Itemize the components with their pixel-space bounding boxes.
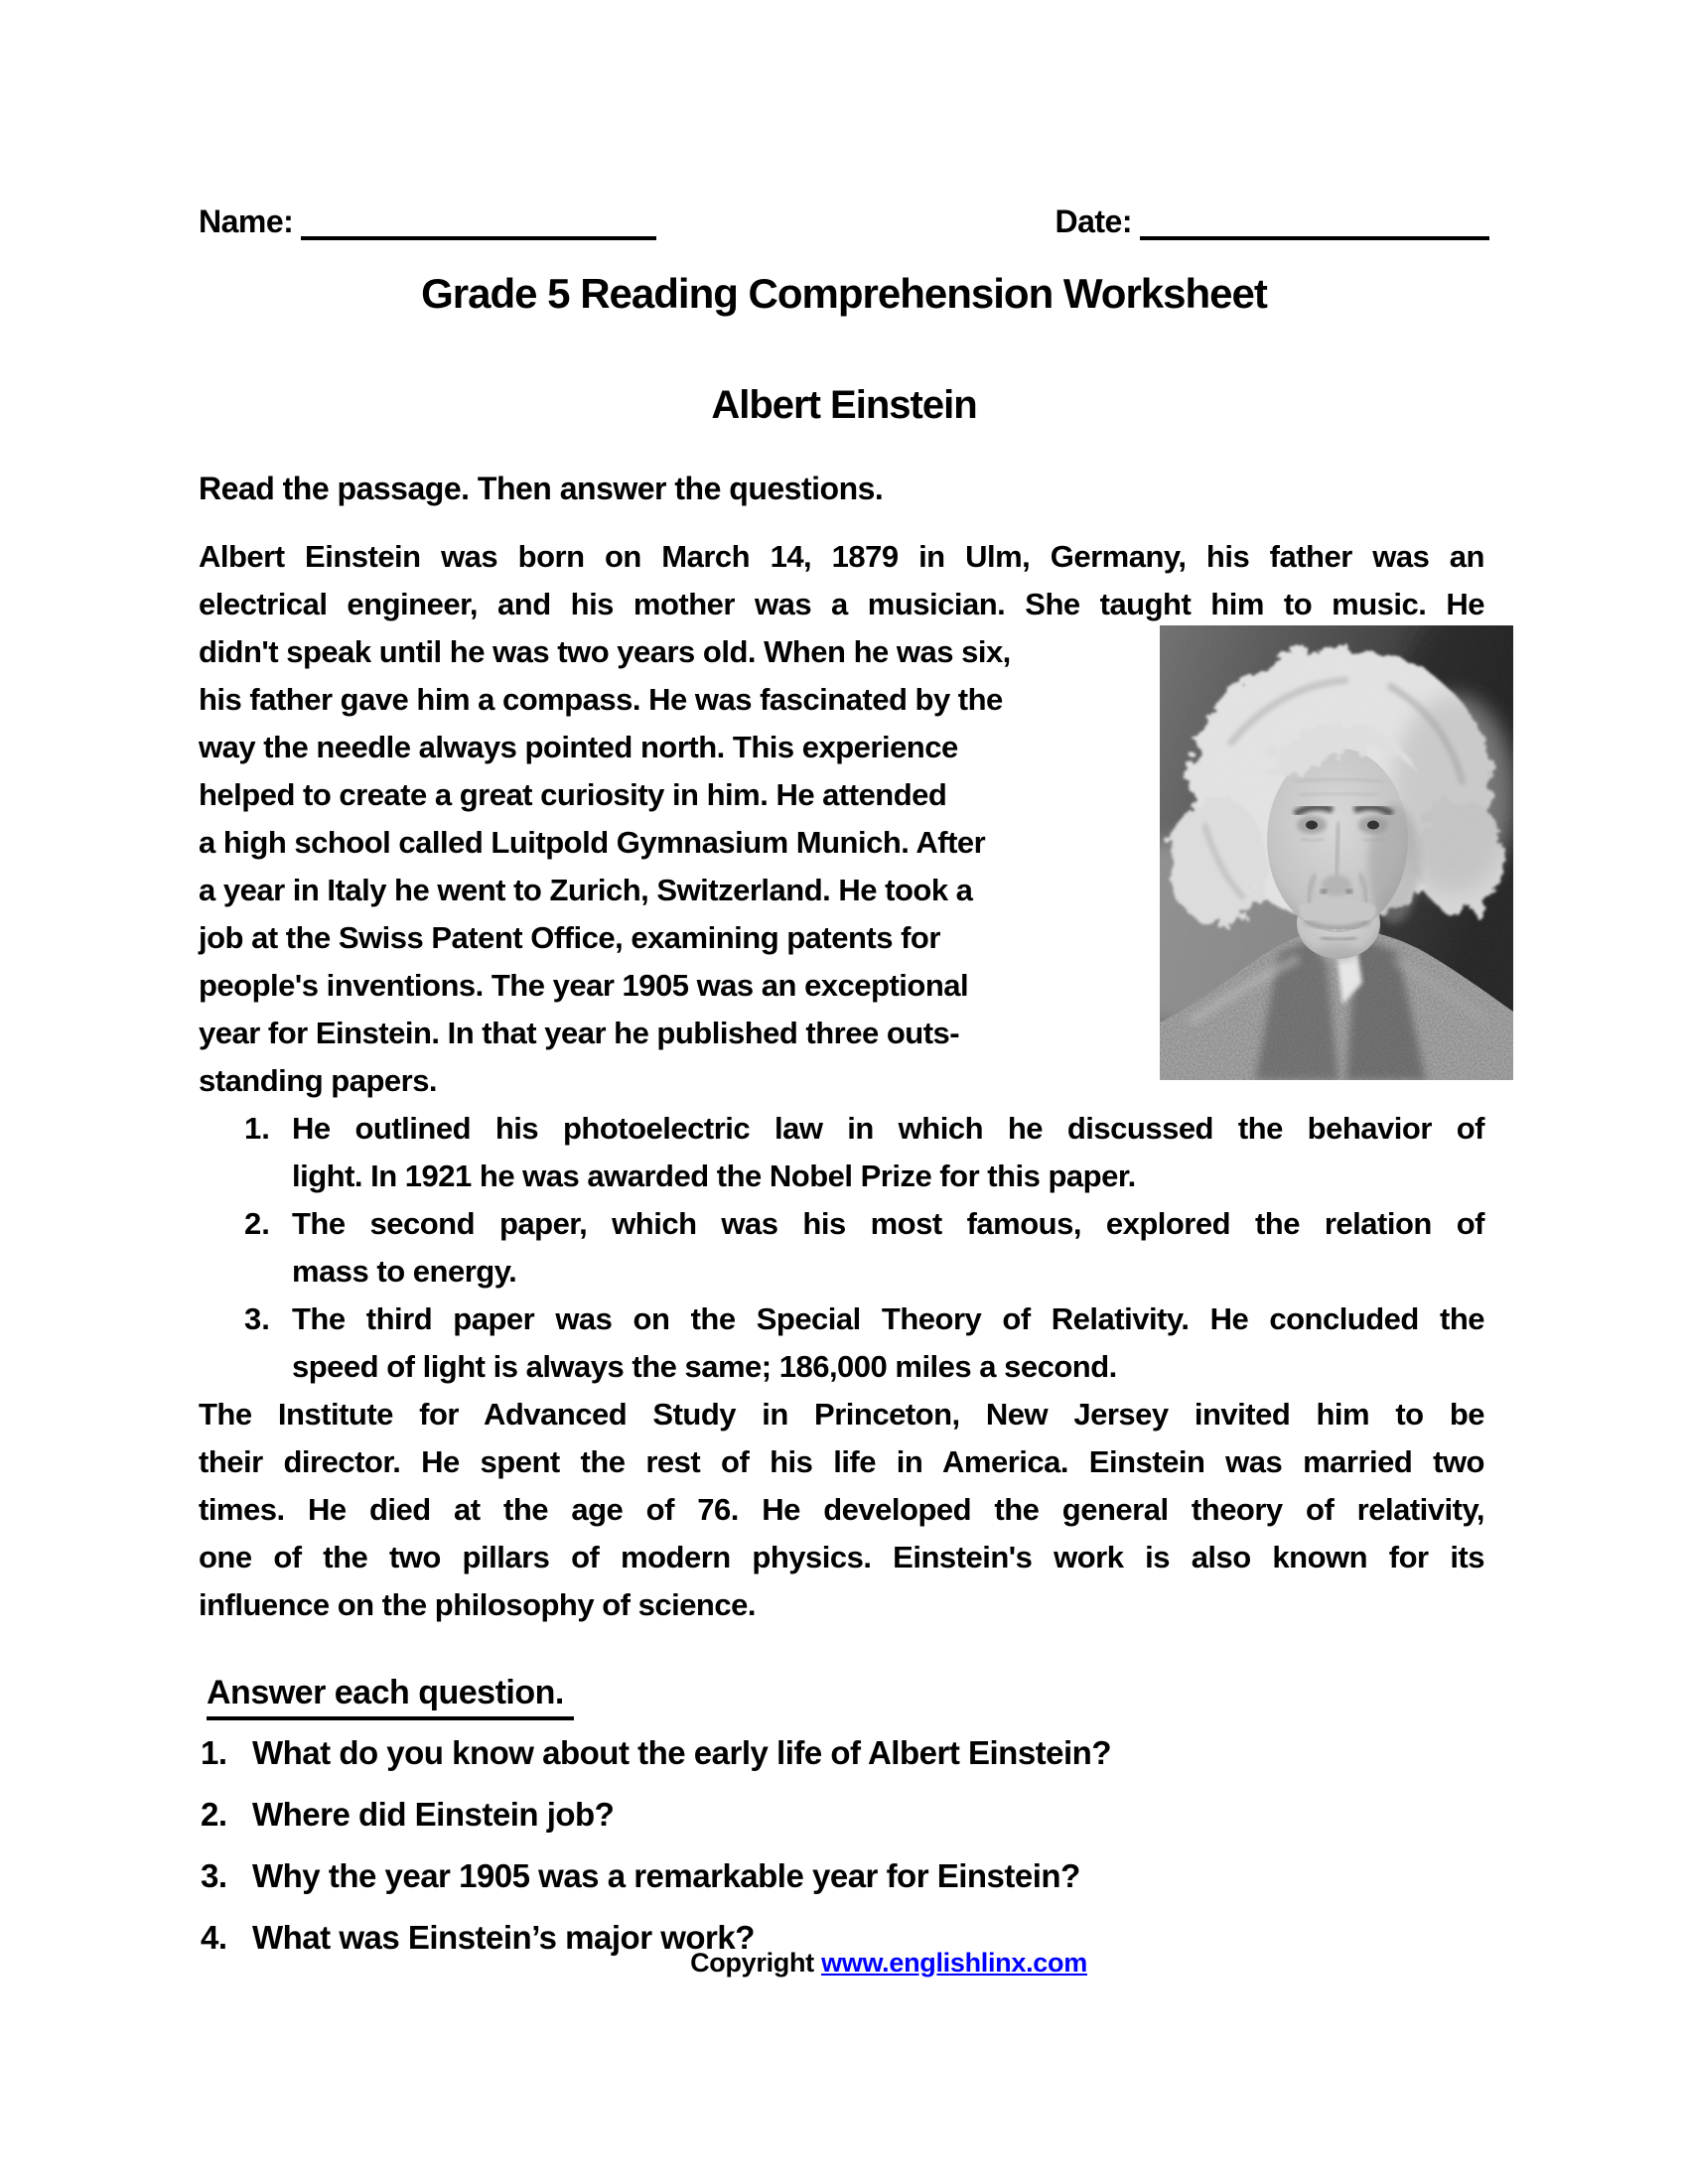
passage-list-item	[199, 1105, 1484, 1200]
question-text: Why the year 1905 was a remarkable year for Einstein?	[252, 1857, 1080, 1894]
passage-closing	[199, 1391, 1484, 1629]
name-field	[199, 197, 656, 240]
passage-line: mass to energy.	[292, 1254, 517, 1289]
passage-line: people's inventions. The year 1905 was an exceptional	[199, 968, 969, 1003]
questions-heading: Answer each question.	[207, 1674, 574, 1720]
question-text: Where did Einstein job?	[252, 1796, 615, 1833]
footer	[0, 1948, 1688, 1979]
passage-line: electrical engineer, and his mother was a musician. She taught him to music. He	[199, 587, 1484, 621]
passage-list-item	[199, 1200, 1484, 1296]
copyright-link[interactable]: www.englishlinx.com	[821, 1948, 1087, 1978]
question-number: 3.	[201, 1857, 227, 1894]
passage-line: influence on the philosophy of science.	[199, 1587, 756, 1622]
passage-line: a year in Italy he went to Zurich, Switzerland. He took a	[199, 873, 973, 907]
passage-line: job at the Swiss Patent Office, examining patents for	[199, 920, 940, 955]
question-item	[201, 1852, 1491, 1900]
passage-line: light. In 1921 he was awarded the Nobel Prize for this paper.	[292, 1159, 1136, 1193]
passage-line: didn't speak until he was two years old. When he was six,	[199, 634, 1011, 669]
list-item-lines	[292, 1296, 1484, 1391]
passage-line: The second paper, which was his most famous, explored the relation of	[292, 1206, 1484, 1241]
passage-line: The third paper was on the Special Theory of Relativity. He concluded the	[292, 1301, 1484, 1336]
passage-line: their director. He spent the rest of his life in America. Einstein was married two	[199, 1444, 1484, 1479]
passage-line: way the needle always pointed north. This experience	[199, 730, 958, 764]
passage-intro	[199, 533, 1484, 1105]
passage-line: He outlined his photoelectric law in which he discussed the behavior of	[292, 1111, 1484, 1146]
date-label: Date:	[1055, 204, 1132, 239]
question-number: 4.	[201, 1919, 227, 1956]
passage-line: year for Einstein. In that year he published three outs-	[199, 1016, 960, 1050]
passage-line: times. He died at the age of 76. He developed the general theory of relativity,	[199, 1492, 1484, 1527]
copyright-label: Copyright	[690, 1948, 822, 1978]
question-number: 2.	[201, 1796, 227, 1833]
name-blank-line[interactable]	[301, 197, 656, 240]
passage-line: The Institute for Advanced Study in Princeton, New Jersey invited him to be	[199, 1397, 1484, 1432]
passage-line: Albert Einstein was born on March 14, 1879 in Ulm, Germany, his father was an	[199, 539, 1484, 574]
passage-line: his father gave him a compass. He was fascinated by the	[199, 682, 1003, 717]
list-item-number: 1.	[244, 1111, 270, 1146]
passage-title: Albert Einstein	[711, 383, 977, 427]
questions-list	[201, 1729, 1491, 1976]
list-item-number: 2.	[244, 1206, 270, 1241]
list-item-lines	[292, 1200, 1484, 1296]
page-title: Grade 5 Reading Comprehension Worksheet	[421, 270, 1267, 317]
list-item-lines	[292, 1105, 1484, 1200]
passage-line: a high school called Luitpold Gymnasium Munich. After	[199, 825, 986, 860]
list-item-number: 3.	[244, 1301, 270, 1336]
question-item	[201, 1729, 1491, 1777]
question-text: What was Einstein’s major work?	[252, 1919, 755, 1956]
instructions-text: Read the passage. Then answer the questions.	[199, 471, 884, 506]
question-number: 1.	[201, 1734, 227, 1771]
passage-list-item	[199, 1296, 1484, 1391]
date-field	[1055, 197, 1489, 240]
passage-line: standing papers.	[199, 1063, 438, 1098]
passage-line: one of the two pillars of modern physics. Einstein's work is also known for its	[199, 1540, 1484, 1574]
passage-list	[199, 1105, 1484, 1391]
header-row	[199, 197, 1489, 240]
passage-line: helped to create a great curiosity in him. He attended	[199, 777, 947, 812]
date-blank-line[interactable]	[1140, 197, 1489, 240]
question-item	[201, 1791, 1491, 1839]
passage-line: speed of light is always the same; 186,000 miles a second.	[292, 1349, 1117, 1384]
question-text: What do you know about the early life of Albert Einstein?	[252, 1734, 1111, 1771]
name-label: Name:	[199, 204, 294, 239]
